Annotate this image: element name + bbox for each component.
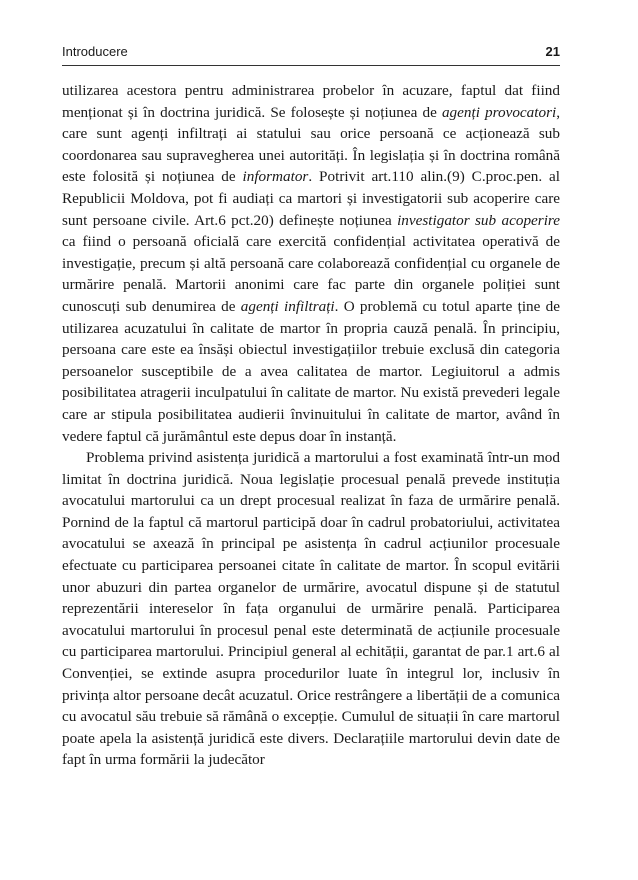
paragraph [62,80,560,447]
italic-term: informator [242,168,309,186]
page-number: 21 [545,44,560,59]
paragraph [62,447,560,771]
text-run: . Potrivit art.110 alin.(9) C.proc.pen. al Republicii Moldova, pot fi audiați ca martori și investigatorii sub acoperire care sunt persoane civile. Art.6 pct.20) definește noțiunea [62,168,560,229]
text-run: utilizarea acestora pentru administrarea probelor în acuzare, faptul dat fiind menționat și în doctrina juridică. Se folosește și noțiunea de [62,82,560,121]
italic-term: investigator sub acoperire [397,211,560,229]
body-text [62,80,560,771]
text-run: ca fiind o persoană oficială care exercită confidențial activitatea operativă de investigație, precum și altă persoană care colaborează confidențial cu organele de urmărire penală. Martorii anonimi care fac parte din organele poliției sunt cunoscuți sub denumirea de [62,233,560,315]
text-run: . O problemă cu totul aparte ține de utilizarea acuzatului în calitate de martor în propria cauză penală. În principiu, persoana care este ea însăși obiectul investigațiilor trebuie exclusă din categoria persoanelor susceptibile de a avea calitatea de martor. Legiuitorul a admis posibilitatea atragerii inculpatului în calitate de martor. Nu există prevederi legale care ar stipula posibilitatea audierii învinuitului în calitate de martor, având în vedere faptul că jurământul este depus doar în instanță. [62,297,560,445]
text-run: Problema privind asistența juridică a martorului a fost examinată într-un mod limitat în doctrina juridică. Noua legislație procesual penală prevede instituția avocatului martorului ca un drept procesual realizat în faza de urmărire penală. Pornind de la faptul că martorul participă doar în cadrul probatoriului, activitatea avocatului se axează în principal pe asistența în cadrul acțiunilor procesuale efectuate cu participarea persoanei citate în calitate de martor. În scopul evitării unor abuzuri din partea organelor de urmărire, avocatul dispune și de statutul reprezentării intereselor în fața organului de urmărire penală. Participarea avocatului martorului în procesul penal este determinată de acțiunile procesuale cu participarea martorului. Principiul general al echității, garantat de par.1 art.6 al Convenției, se extinde asupra procedurilor luate în integrul lor, inclusiv în privința altor persoane decât acuzatul. Orice restrângere a libertății de a comunica cu avocatul său trebuie să rămână o excepție. Cumulul de situații în care martorul poate apela la asistență juridică este divers. Declarațiile martorului devin date de fapt în urma formării la judecător [62,449,560,769]
text-run: , care sunt agenți infiltrați ai statului sau orice persoană ce acționează sub coordonarea sau supravegherea unei autorități. În legislația și în doctrina română este folosită și noțiunea de [62,103,560,186]
italic-term: agenți infiltrați [240,297,335,315]
italic-term: agenți provocatori [441,103,557,121]
running-header [62,44,560,66]
book-page [62,44,560,771]
section-title: Introducere [62,44,128,59]
